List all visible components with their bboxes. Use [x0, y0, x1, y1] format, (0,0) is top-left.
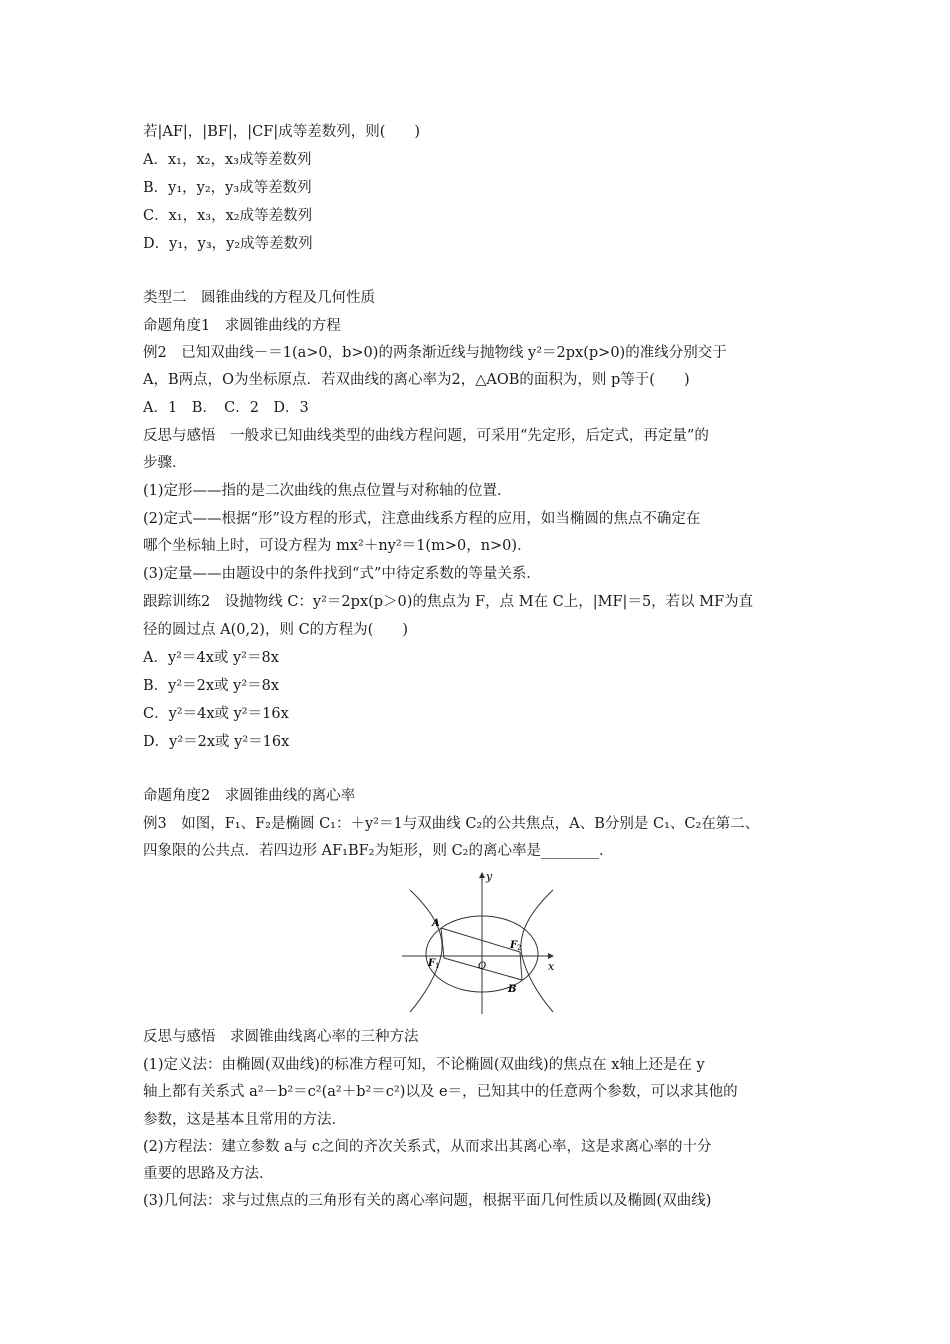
answer-options: A．1 B． C．2 D．3	[143, 400, 309, 416]
option-b: B．y₁，y₂，y₃成等差数列	[143, 180, 312, 196]
option-c: C．x₁，x₃，x₂成等差数列	[143, 208, 313, 224]
label-f2: F	[510, 940, 518, 951]
subsection-heading: 命题角度1 求圆锥曲线的方程	[143, 318, 341, 334]
x-axis-arrow	[548, 953, 554, 959]
text-line: 反思与感悟 一般求已知曲线类型的曲线方程问题，可采用“先定形，后定式，再定量”的	[143, 428, 709, 444]
text-line: 若|AF|，|BF|，|CF|成等差数列，则( )	[143, 124, 421, 140]
label-f1: F	[428, 958, 436, 969]
hyperbola-right-branch	[521, 890, 553, 1012]
label-f1-sub: 1	[435, 962, 440, 970]
label-a: A	[432, 918, 440, 929]
text-line: (1)定形——指的是二次曲线的焦点位置与对称轴的位置．	[143, 483, 512, 499]
text-line: (1)定义法：由椭圆(双曲线)的标准方程可知，不论椭圆(双曲线)的焦点在 x轴上还是在 y	[143, 1057, 705, 1073]
label-f2-sub: 2	[517, 944, 522, 952]
text-line: A，B两点，O为坐标原点．若双曲线的离心率为2，△AOB的面积为，则 p等于( )	[143, 372, 690, 388]
text-line: 参数，这是基本且常用的方法．	[143, 1112, 346, 1128]
text-line: (3)定量——由题设中的条件找到“式”中待定系数的等量关系．	[143, 566, 541, 582]
label-o: O	[478, 961, 487, 972]
text-line: 反思与感悟 求圆锥曲线离心率的三种方法	[143, 1029, 419, 1045]
text-line: 四象限的公共点．若四边形 AF₁BF₂为矩形，则 C₂的离心率是________．	[143, 843, 614, 859]
label-b: B	[508, 984, 517, 995]
text-line: 例2 已知双曲线－＝1(a>0，b>0)的两条渐近线与抛物线 y²＝2px(p>0)的准线分别交于	[143, 345, 727, 361]
label-y: y	[486, 870, 493, 883]
y-axis-arrow	[479, 872, 485, 878]
text-line: 轴上都有关系式 a²－b²＝c²(a²＋b²＝c²)以及 e＝，已知其中的任意两个参数，可以求其他的	[143, 1084, 738, 1100]
subsection-heading: 命题角度2 求圆锥曲线的离心率	[143, 788, 356, 804]
text-line: (3)几何法：求与过焦点的三角形有关的离心率问题，根据平面几何性质以及椭圆(双曲线)	[143, 1193, 712, 1209]
text-line: 径的圆过点 A(0,2)，则 C的方程为( )	[143, 622, 408, 638]
segment-a-f2	[441, 928, 520, 952]
ellipse-hyperbola-figure	[398, 866, 568, 1016]
section-heading: 类型二 圆锥曲线的方程及几何性质	[143, 290, 375, 306]
text-line: 跟踪训练2 设抛物线 C：y²＝2px(p＞0)的焦点为 F，点 M在 C上，|MF|＝5，若以 MF为直	[143, 594, 754, 610]
text-line: (2)定式——根据“形”设方程的形式，注意曲线系方程的应用，如当椭圆的焦点不确定在	[143, 511, 701, 527]
option-c: C．y²＝4x或 y²＝16x	[143, 706, 289, 722]
text-line: 例3 如图，F₁、F₂是椭圆 C₁：＋y²＝1与双曲线 C₂的公共焦点，A、B分别是 C₁、C₂在第二、	[143, 816, 760, 832]
option-b: B．y²＝2x或 y²＝8x	[143, 678, 280, 694]
option-a: A．x₁，x₂，x₃成等差数列	[143, 152, 312, 168]
text-line: 步骤．	[143, 455, 187, 471]
option-a: A．y²＝4x或 y²＝8x	[143, 650, 279, 666]
option-d: D．y²＝2x或 y²＝16x	[143, 734, 290, 750]
option-d: D．y₁，y₃，y₂成等差数列	[143, 236, 313, 252]
text-line: 哪个坐标轴上时，可设方程为 mx²＋ny²＝1(m>0，n>0)．	[143, 538, 532, 554]
text-line: 重要的思路及方法．	[143, 1166, 274, 1182]
label-x: x	[548, 960, 555, 973]
text-line: (2)方程法：建立参数 a与 c之间的齐次关系式，从而求出其离心率，这是求离心率的十分	[143, 1139, 712, 1155]
